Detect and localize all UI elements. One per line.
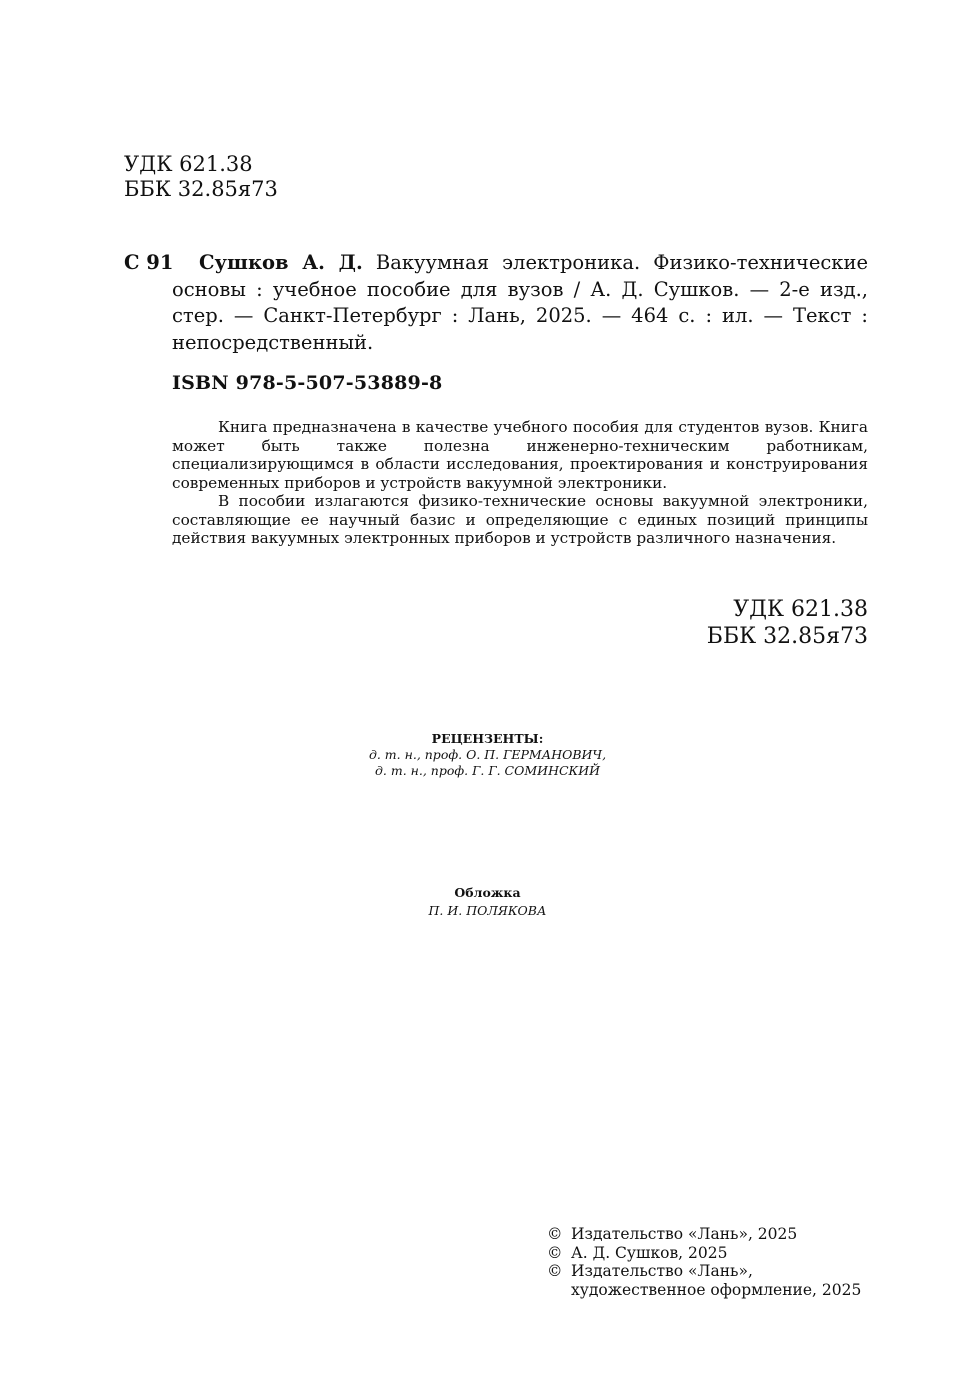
udk-code: УДК 621.38 [733,597,868,622]
copyright-block [547,1225,861,1299]
copyright-text: Издательство «Лань», [571,1262,753,1280]
bbk-code: ББК 32.85я73 [124,177,278,201]
udk-code: УДК 621.38 [124,152,253,176]
bibliographic-description: Вакуумная электроника. Физико-технические основы : учебное пособие для вузов / А. Д. Сушков. — 2-е изд., стер. — Санкт-Петербург : Лань, 2025. — 464 с. : ил. — Текст : непосредственный. [172,251,868,354]
copyright-symbol: © [547,1243,563,1262]
cover-designer: П. И. ПОЛЯКОВА [428,903,547,918]
isbn: ISBN 978-5-507-53889-8 [172,372,443,394]
classification-bottom [707,596,868,650]
bibliographic-entry [172,250,868,356]
reviewer: д. т. н., проф. О. П. ГЕРМАНОВИЧ, [368,747,607,762]
annotation-paragraph: В пособии излагаются физико-технические основы вакуумной электроники, составляющие ее научный базис и определяющие с единых позиций принципы действия вакуумных электронных приборов и устройств различного назначения. [172,492,868,547]
copyright-symbol: © [547,1262,563,1280]
copyright-line [547,1225,861,1244]
copyright-line [547,1262,861,1281]
author-name: Сушков А. Д. [199,251,363,274]
copyright-text: Издательство «Лань», 2025 [571,1225,798,1243]
cover-heading: Обложка [454,885,521,900]
copyright-text: художественное оформление, 2025 [571,1280,862,1299]
classification-top [124,152,278,202]
catalog-code: С 91 [124,251,174,274]
copyright-symbol: © [547,1225,563,1243]
bbk-code: ББК 32.85я73 [706,624,868,649]
copyright-line [547,1244,861,1263]
copyright-line [547,1281,861,1300]
annotation [172,418,868,548]
reviewers-block [0,731,975,779]
cover-credit [0,884,975,920]
reviewer: д. т. н., проф. Г. Г. СОМИНСКИЙ [374,763,601,778]
reviewers-heading: РЕЦЕНЗЕНТЫ: [431,731,544,746]
copyright-text: А. Д. Сушков, 2025 [571,1243,728,1262]
annotation-paragraph: Книга предназначена в качестве учебного пособия для студентов вузов. Книга может быть также полезна инженерно-техническим работникам, специализирующимся в области исследования, проектирования и конструирования современных приборов и устройств вакуумной электроники. [172,418,868,492]
